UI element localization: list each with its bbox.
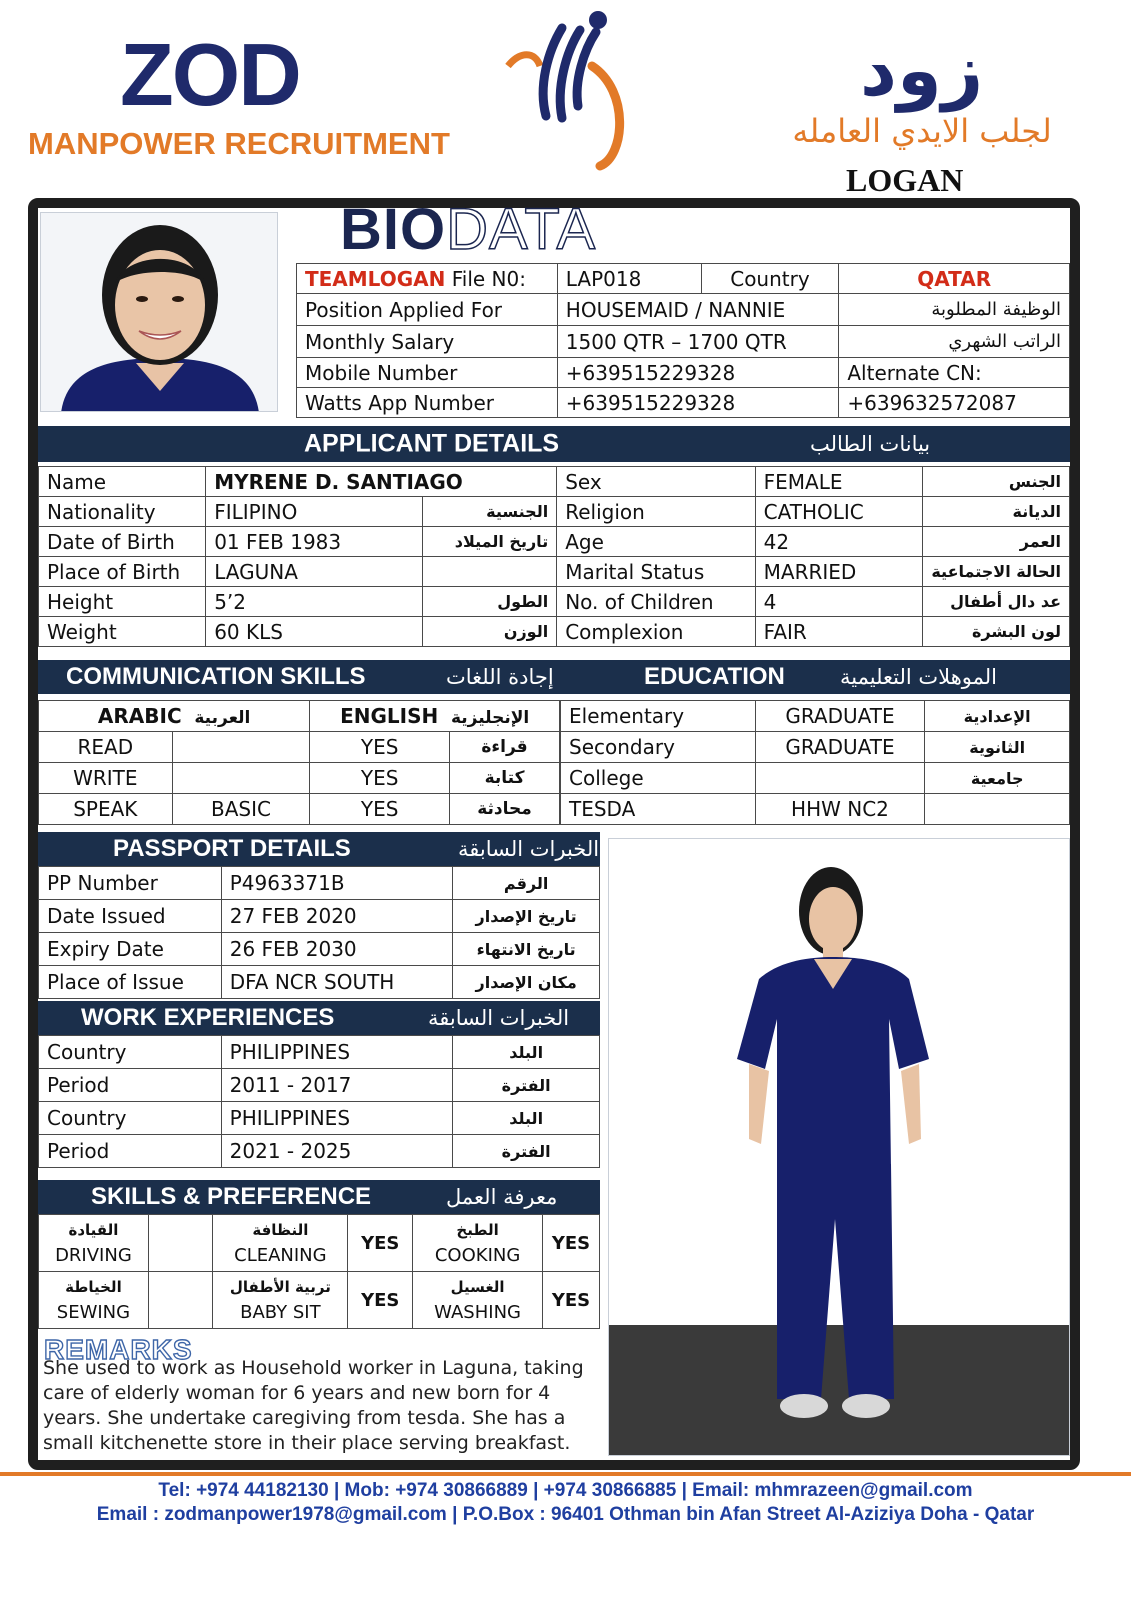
applicant-label: Complexion bbox=[557, 617, 755, 647]
applicant-value: CATHOLIC bbox=[755, 497, 923, 527]
work-value: PHILIPPINES bbox=[221, 1102, 453, 1135]
work-label-ar: البلد bbox=[453, 1036, 600, 1069]
passport-label-ar: تاريخ الانتهاء bbox=[453, 933, 600, 966]
education-level-ar: الثانوية bbox=[925, 732, 1070, 763]
skills-table bbox=[38, 1214, 600, 1329]
applicant-value: 4 bbox=[755, 587, 923, 617]
applicant-label-ar: الحالة الاجتماعية bbox=[923, 557, 1070, 587]
education-value: GRADUATE bbox=[755, 701, 925, 732]
skill-name-cell bbox=[213, 1215, 348, 1272]
logan-label: LOGAN bbox=[846, 162, 964, 198]
education-level-ar bbox=[925, 794, 1070, 825]
skill-name-ar: الطبخ bbox=[456, 1221, 499, 1239]
file-info-table bbox=[296, 263, 1070, 418]
brand-arabic-logo: زود bbox=[860, 28, 984, 112]
work-value: 2011 - 2017 bbox=[221, 1069, 453, 1102]
applicant-label-ar: العمر bbox=[923, 527, 1070, 557]
education-level: TESDA bbox=[561, 794, 756, 825]
skill-name-ar: القيادة bbox=[68, 1221, 119, 1239]
english-skill-value: YES bbox=[310, 763, 450, 794]
skill-value: YES bbox=[542, 1215, 599, 1272]
skill-value bbox=[148, 1272, 213, 1329]
education-level-ar: جامعية bbox=[925, 763, 1070, 794]
language-skill-label: READ bbox=[39, 732, 173, 763]
position-value: HOUSEMAID / NANNIE bbox=[557, 294, 839, 326]
applicant-value: FEMALE bbox=[755, 467, 923, 497]
applicant-label-ar bbox=[423, 557, 557, 587]
brand-logo-icon bbox=[500, 6, 640, 176]
alternate-label: Alternate CN: bbox=[839, 358, 1070, 388]
skill-value: YES bbox=[542, 1272, 599, 1329]
whatsapp-value: +639515229328 bbox=[557, 388, 839, 418]
work-label-ar: البلد bbox=[453, 1102, 600, 1135]
work-label: Country bbox=[39, 1036, 222, 1069]
brand-logo-text: ZOD bbox=[120, 25, 300, 124]
applicant-details-header: APPLICANT DETAILS بيانات الطالب bbox=[38, 426, 1070, 462]
title-bold-part: BIO bbox=[340, 197, 447, 262]
arabic-skill-value: BASIC bbox=[172, 794, 310, 825]
applicant-label-ar: الجنسية bbox=[423, 497, 557, 527]
skill-name-cell bbox=[413, 1215, 543, 1272]
applicant-label-ar: عد دال أطفال bbox=[923, 587, 1070, 617]
mobile-label: Mobile Number bbox=[297, 358, 558, 388]
education-value bbox=[755, 763, 925, 794]
passport-value: 26 FEB 2030 bbox=[221, 933, 453, 966]
skill-value: YES bbox=[348, 1272, 413, 1329]
full-body-photo bbox=[608, 838, 1070, 1456]
applicant-table bbox=[38, 466, 1070, 647]
arabic-header: ARABIC العربية bbox=[39, 701, 310, 732]
file-no-label: TEAMLOGAN File N0: bbox=[297, 264, 558, 294]
passport-label-ar: مكان الإصدار bbox=[453, 966, 600, 999]
remarks-title: REMARKS bbox=[44, 1334, 193, 1365]
applicant-label-ar: الطول bbox=[423, 587, 557, 617]
applicant-label: Place of Birth bbox=[39, 557, 206, 587]
passport-label: Expiry Date bbox=[39, 933, 222, 966]
skill-name-cell bbox=[39, 1272, 149, 1329]
applicant-label: Weight bbox=[39, 617, 206, 647]
headshot-photo bbox=[40, 212, 278, 412]
skill-name: COOKING bbox=[434, 1245, 521, 1266]
skill-value bbox=[148, 1215, 213, 1272]
education-level: College bbox=[561, 763, 756, 794]
language-skill-label-ar: كتابة bbox=[450, 763, 560, 794]
alternate-value: +639632572087 bbox=[839, 388, 1070, 418]
applicant-label-ar: تاريخ الميلاد bbox=[423, 527, 557, 557]
applicant-value: LAGUNA bbox=[206, 557, 423, 587]
applicant-label-ar: الوزن bbox=[423, 617, 557, 647]
language-skill-label: WRITE bbox=[39, 763, 173, 794]
passport-value: 27 FEB 2020 bbox=[221, 900, 453, 933]
whatsapp-label: Watts App Number bbox=[297, 388, 558, 418]
applicant-value: FILIPINO bbox=[206, 497, 423, 527]
salary-label: Monthly Salary bbox=[297, 326, 558, 358]
applicant-label: Age bbox=[557, 527, 755, 557]
skill-name: WASHING bbox=[434, 1302, 521, 1323]
skill-name-cell bbox=[39, 1215, 149, 1272]
skill-name: DRIVING bbox=[55, 1245, 132, 1266]
applicant-label: No. of Children bbox=[557, 587, 755, 617]
applicant-value: 42 bbox=[755, 527, 923, 557]
work-value: 2021 - 2025 bbox=[221, 1135, 453, 1168]
skill-name-ar: النظافة bbox=[252, 1221, 309, 1239]
skill-name: CLEANING bbox=[234, 1245, 327, 1266]
skill-name: BABY SIT bbox=[240, 1302, 321, 1323]
passport-label-ar: تاريخ الإصدار bbox=[453, 900, 600, 933]
education-table bbox=[560, 700, 1070, 825]
applicant-value: 01 FEB 1983 bbox=[206, 527, 423, 557]
skills-preference-header: SKILLS & PREFERENCE معرفة العمل bbox=[38, 1180, 600, 1214]
applicant-label-ar: لون البشرة bbox=[923, 617, 1070, 647]
passport-label: Date Issued bbox=[39, 900, 222, 933]
brand-subtitle: MANPOWER RECRUITMENT bbox=[28, 126, 450, 161]
skill-name: SEWING bbox=[56, 1302, 131, 1323]
work-label-ar: الفترة bbox=[453, 1135, 600, 1168]
file-no-value: LAP018 bbox=[557, 264, 701, 294]
work-experience-header: WORK EXPERIENCES الخبرات السابقة bbox=[38, 1001, 600, 1035]
passport-value: P4963371B bbox=[221, 867, 453, 900]
communication-education-header: COMMUNICATION SKILLS إجادة اللغات EDUCATION الموهلات التعليمية bbox=[38, 660, 1070, 694]
work-label: Period bbox=[39, 1135, 222, 1168]
applicant-value: MARRIED bbox=[755, 557, 923, 587]
applicant-value: MYRENE D. SANTIAGO bbox=[206, 467, 557, 497]
language-skill-label-ar: محادثة bbox=[450, 794, 560, 825]
position-label: Position Applied For bbox=[297, 294, 558, 326]
work-label-ar: الفترة bbox=[453, 1069, 600, 1102]
applicant-label: Height bbox=[39, 587, 206, 617]
applicant-label-ar: الجنس bbox=[923, 467, 1070, 497]
education-value: GRADUATE bbox=[755, 732, 925, 763]
applicant-label-ar: الديانة bbox=[923, 497, 1070, 527]
passport-details-header: PASSPORT DETAILS الخبرات السابقة bbox=[38, 832, 600, 866]
arabic-skill-value bbox=[172, 732, 310, 763]
language-skill-label-ar: قراءة bbox=[450, 732, 560, 763]
country-value: QATAR bbox=[839, 264, 1070, 294]
remarks-text: She used to work as Household worker in Laguna, taking care of elderly woman for 6 years and new born for 4 years. She undertake caregiving from tesda. She has a small kitchenette store in their place serving breakfast. bbox=[43, 1357, 584, 1454]
work-label: Country bbox=[39, 1102, 222, 1135]
skill-name-cell bbox=[413, 1272, 543, 1329]
footer-address-line: Email : zodmanpower1978@gmail.com | P.O.Box : 96401 Othman bin Afan Street Al-Aziziya Doha - Qatar bbox=[96, 1504, 1035, 1525]
english-skill-value: YES bbox=[310, 732, 450, 763]
applicant-label: Nationality bbox=[39, 497, 206, 527]
applicant-label: Sex bbox=[557, 467, 755, 497]
country-label: Country bbox=[701, 264, 839, 294]
mobile-value: +639515229328 bbox=[557, 358, 839, 388]
position-label-ar: الوظيفة المطلوبة bbox=[839, 294, 1070, 326]
passport-label-ar: الرقم bbox=[453, 867, 600, 900]
skill-name-ar: تربية الأطفال bbox=[229, 1278, 331, 1296]
title-outline-part: DATA bbox=[446, 197, 597, 262]
applicant-label: Name bbox=[39, 467, 206, 497]
brand-arabic-subtitle: لجلب الايدي العامله bbox=[792, 112, 1052, 150]
communication-table bbox=[38, 700, 560, 825]
education-level-ar: الإعدادية bbox=[925, 701, 1070, 732]
passport-table bbox=[38, 866, 600, 999]
page-title bbox=[340, 196, 596, 263]
footer-contact-line: Tel: +974 44182130 | Mob: +974 30866889 | +974 30866885 | Email: mhmrazeen@gmail.com bbox=[158, 1480, 973, 1501]
passport-label: PP Number bbox=[39, 867, 222, 900]
arabic-skill-value bbox=[172, 763, 310, 794]
language-skill-label: SPEAK bbox=[39, 794, 173, 825]
education-level: Elementary bbox=[561, 701, 756, 732]
work-experience-table bbox=[38, 1035, 600, 1168]
applicant-value: 5’2 bbox=[206, 587, 423, 617]
footer-divider bbox=[0, 1472, 1131, 1476]
education-level: Secondary bbox=[561, 732, 756, 763]
applicant-label: Date of Birth bbox=[39, 527, 206, 557]
salary-label-ar: الراتب الشهري bbox=[839, 326, 1070, 358]
passport-label: Place of Issue bbox=[39, 966, 222, 999]
skill-name-cell bbox=[213, 1272, 348, 1329]
applicant-value: 60 KLS bbox=[206, 617, 423, 647]
applicant-label: Religion bbox=[557, 497, 755, 527]
skill-value: YES bbox=[348, 1215, 413, 1272]
english-skill-value: YES bbox=[310, 794, 450, 825]
applicant-value: FAIR bbox=[755, 617, 923, 647]
work-label: Period bbox=[39, 1069, 222, 1102]
skill-name-ar: الغسيل bbox=[450, 1278, 505, 1296]
salary-value: 1500 QTR – 1700 QTR bbox=[557, 326, 839, 358]
english-header: ENGLISH الإنجليزية bbox=[310, 701, 560, 732]
skill-name-ar: الخياطة bbox=[65, 1278, 122, 1296]
passport-value: DFA NCR SOUTH bbox=[221, 966, 453, 999]
applicant-label: Marital Status bbox=[557, 557, 755, 587]
education-value: HHW NC2 bbox=[755, 794, 925, 825]
work-value: PHILIPPINES bbox=[221, 1036, 453, 1069]
